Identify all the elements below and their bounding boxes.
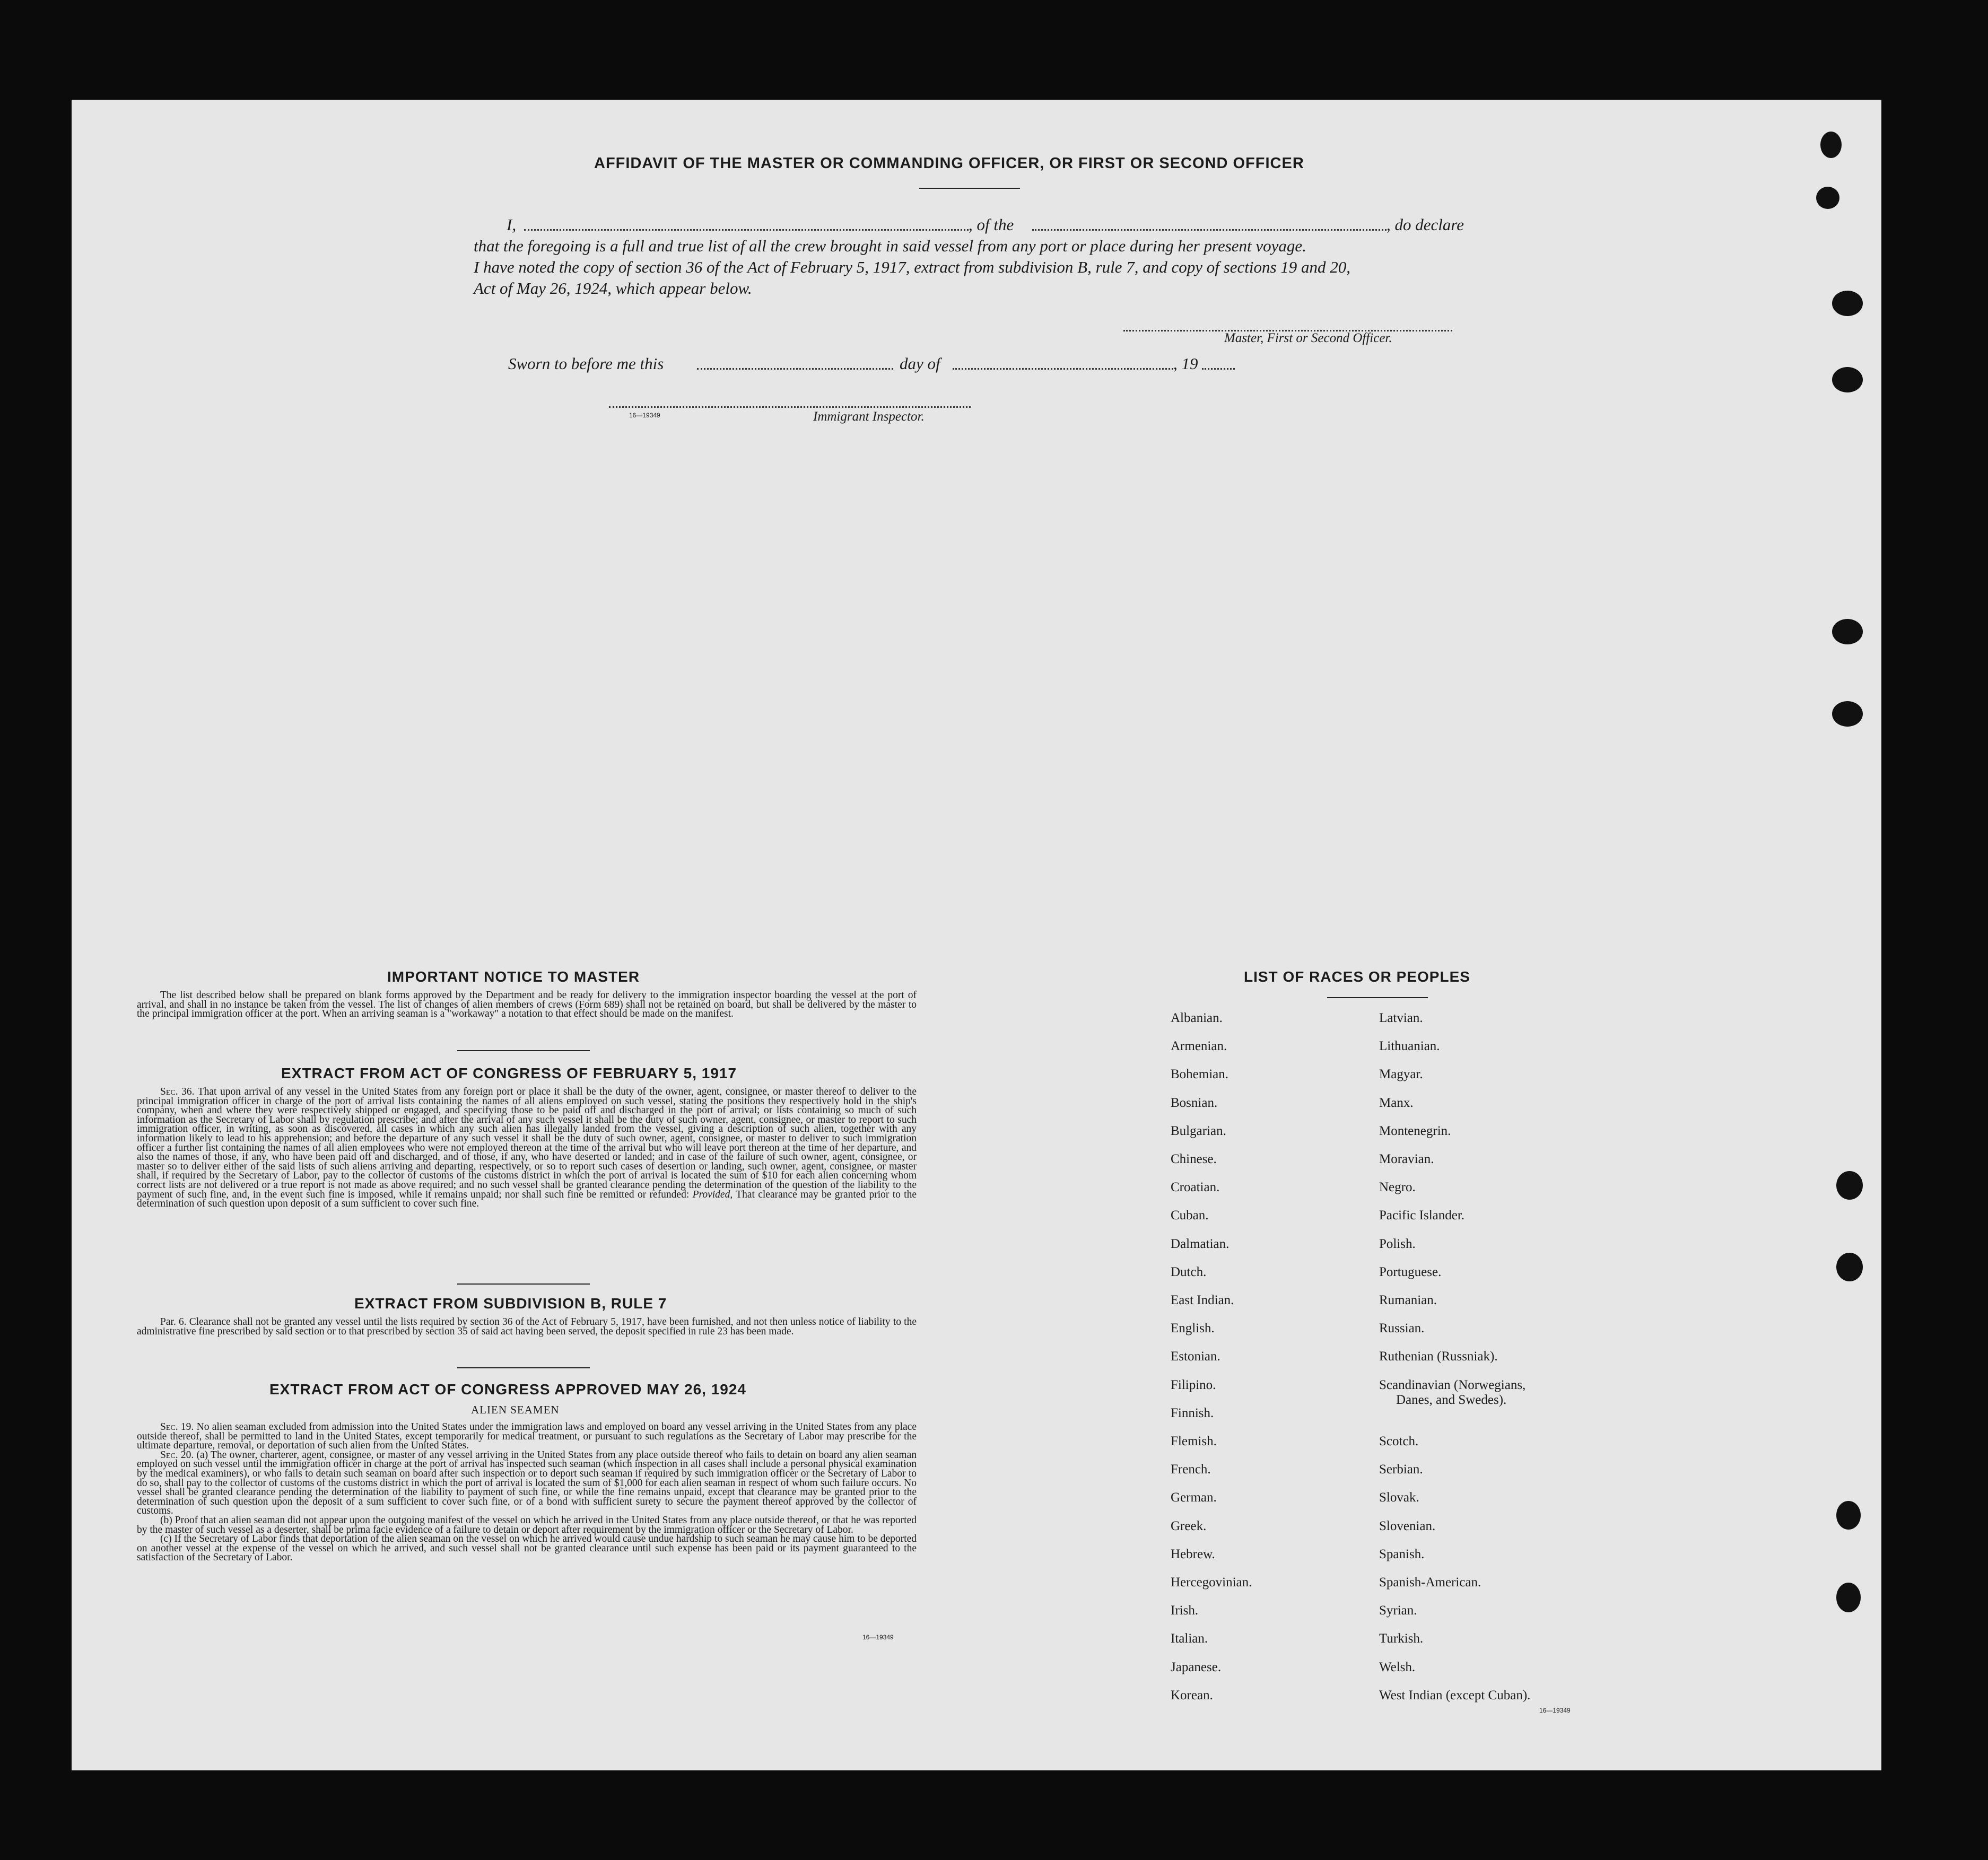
race-item: Japanese. <box>1171 1660 1222 1674</box>
sworn-label: Sworn to before me this <box>508 354 664 373</box>
binder-hole <box>1836 1253 1863 1281</box>
race-item: Hercegovinian. <box>1171 1575 1252 1590</box>
race-item: Slovenian. <box>1379 1518 1436 1533</box>
races-right-column <box>1379 1011 1591 1711</box>
race-item: Croatian. <box>1171 1180 1220 1195</box>
binder-hole <box>1832 619 1863 644</box>
notice-title: IMPORTANT NOTICE TO MASTER <box>387 968 640 985</box>
binder-hole <box>1832 291 1863 316</box>
notice-text: The list described below shall be prepared on blank forms approved by the Department and be ready for delivery to the immigration inspector boarding the vessel at the port of arrival, and shall in no instance be taken from the vessel. The list of changes of alien members of crews (Form 689) shall not be retained on board, but shall be delivered by the master to the principal immigration officer at the port. When an arriving seaman is a "workaway" a notation to that effect should be made on the manifest. <box>137 990 917 1020</box>
race-item: Serbian. <box>1379 1462 1423 1477</box>
race-item: Flemish. <box>1171 1434 1217 1448</box>
sec-20c-text: (c) If the Secretary of Labor finds that deportation of the alien seaman on the vessel on which he arrived would cause undue hardship to such seaman he may cause him to be deported on another vessel at the expense of the vessel on which he arrived, and such vessel shall not be granted clearance until such expense has been paid or its payment guaranteed to the satisfaction of the Secretary of Labor. <box>137 1533 917 1564</box>
affidavit-title: AFFIDAVIT OF THE MASTER OR COMMANDING OFFICER, OR FIRST OR SECOND OFFICER <box>594 155 1304 172</box>
sec-20-label: Sec. 20. <box>160 1449 194 1461</box>
sec-36-text: That upon arrival of any vessel in the United States from any foreign port or place it shall be the duty of the owner, agent, consignee, or master thereof to deliver to the principal immigration officer in charge of the port of arrival lists containing the names of all aliens employed on such vessel, stating the positions they respectively hold in the ship's company, when and where they were respectively shipped or engaged, and specifying those to be paid off and discharged in the port of arrival; or lists containing so much of such information as the Secretary of Labor shall by regulation prescribe; and after the arrival of any such vessel it shall be the duty of such owner, agent, consignee, or master to report to such immigration officer, in writing, as soon as discovered, all cases in which any such alien has illegally landed from the vessel, giving a description of such alien, together with any information likely to lead to his apprehension; and before the departure of any such vessel it shall be the duty of such owner, agent, consignee, or master to deliver to such immigration officer a further list containing the names of all alien employees who were not employed thereon at the time of the arrival but who will leave port thereon at the time of her departure, and also the names of those, if any, who have been paid off and discharged, and of those, if any, who have deserted or landed; and in case of the failure of such owner, agent, consignee, or master so to deliver either of the said lists of such aliens arriving and departing, respectively, or so to report such cases of desertion or landing, such owner, agent, consignee, or master shall, if required by the Secretary of Labor, pay to the collector of customs of the customs district in which the port of arrival is located the sum of $10 for each alien concerning whom correct lists are not delivered or a true report is not made as above required; and no such vessel shall be granted clearance pending the determination of the question of the liability to the payment of such fine, and, in the event such fine is imposed, while it remains unpaid; nor shall such fine be remitted or refunded: <box>137 1086 917 1200</box>
sec-20b-text: (b) Proof that an alien seaman did not appear upon the outgoing manifest of the vessel on which he arrived in the United States from any place outside thereof, or that he was reported by the master of such vessel as a deserter, shall be prima facie evidence of a failure to detain or deport after requirement by the immigration officer or the Secretary of Labor. <box>137 1514 917 1535</box>
binder-hole <box>1816 187 1839 209</box>
notice-body <box>137 991 917 1019</box>
race-item: Armenian. <box>1171 1039 1227 1054</box>
race-item: Bohemian. <box>1171 1067 1229 1082</box>
race-item: English. <box>1171 1321 1215 1336</box>
race-item: Manx. <box>1379 1095 1414 1110</box>
race-item: Negro. <box>1379 1180 1416 1195</box>
affidavit-of-the-label: , of the <box>969 215 1014 234</box>
vessel-name-field[interactable] <box>1032 229 1387 231</box>
sec-19-text: No alien seaman excluded from admission into the United States under the immigration laws and employed on board any vessel arriving in the United States from any place outside thereof, shall be permitted to land in the United States, except temporarily for medical treatment, or pursuant to such regulations as the Secretary of Labor may prescribe for the ultimate departure, removal, or deportation of such alien from the United States. <box>137 1421 917 1452</box>
day-of-label: day of <box>900 354 940 373</box>
race-item: Montenegrin. <box>1379 1123 1451 1138</box>
extract-1917-title: EXTRACT FROM ACT OF CONGRESS OF FEBRUARY 5, 1917 <box>281 1065 737 1081</box>
race-item: Cuban. <box>1171 1208 1209 1223</box>
inspector-signature-field[interactable] <box>609 406 971 408</box>
race-item: Dutch. <box>1171 1264 1207 1279</box>
divider <box>457 1050 590 1051</box>
sec-19-label: Sec. 19. <box>160 1421 194 1433</box>
extract-1924-title: EXTRACT FROM ACT OF CONGRESS APPROVED MAY 26, 1924 <box>269 1381 746 1398</box>
sworn-day-field[interactable] <box>697 368 893 370</box>
race-item: Chinese. <box>1171 1152 1217 1166</box>
extract-1924-body <box>137 1422 917 1562</box>
form-number: 16—19349 <box>629 412 660 419</box>
rule7-text: Par. 6. Clearance shall not be granted any vessel until the lists required by section 36 of the Act of February 5, 1917, have been furnished, and not then unless notice of liability to the administrative fine prescribed by said section or to that prescribed by section 35 of said act having been served, the deposit specified in rule 23 has been made. <box>137 1316 917 1337</box>
race-item: Welsh. <box>1379 1660 1416 1674</box>
year-label: , 19 <box>1173 354 1198 373</box>
binder-hole <box>1820 132 1842 158</box>
binder-hole <box>1836 1501 1861 1530</box>
race-item: Estonian. <box>1171 1349 1220 1364</box>
binder-hole <box>1836 1171 1863 1200</box>
binder-hole <box>1836 1583 1861 1612</box>
race-item: Slovak. <box>1379 1490 1419 1505</box>
race-item: Pacific Islander. <box>1379 1208 1465 1223</box>
form-number: 16—19349 <box>862 1634 894 1641</box>
divider <box>1327 997 1428 998</box>
race-item: Italian. <box>1171 1631 1208 1646</box>
binder-hole <box>1832 367 1863 392</box>
divider <box>457 1283 590 1285</box>
form-number: 16—19349 <box>1539 1707 1571 1714</box>
race-item: Turkish. <box>1379 1631 1424 1646</box>
race-item: East Indian. <box>1171 1293 1234 1307</box>
race-item-continuation: Danes, and Swedes). <box>1396 1392 1507 1407</box>
race-item: Magyar. <box>1379 1067 1423 1082</box>
race-item: Finnish. <box>1171 1405 1214 1420</box>
race-item: Albanian. <box>1171 1011 1223 1025</box>
extract-rule7-title: EXTRACT FROM SUBDIVISION B, RULE 7 <box>354 1295 667 1312</box>
binder-hole <box>1832 701 1863 727</box>
race-item: Filipino. <box>1171 1377 1216 1392</box>
races-left-column <box>1171 1011 1351 1711</box>
race-item: Irish. <box>1171 1603 1199 1618</box>
race-item: Scotch. <box>1379 1434 1419 1448</box>
race-item: Syrian. <box>1379 1603 1417 1618</box>
race-item: Ruthenian (Russniak). <box>1379 1349 1498 1364</box>
affidavit-line-3: I have noted the copy of section 36 of the Act of February 5, 1917, extract from subdivision B, rule 7, and copy of sections 19 and 20, <box>474 258 1351 276</box>
divider <box>919 188 1020 189</box>
race-item: Bosnian. <box>1171 1095 1218 1110</box>
sworn-month-field[interactable] <box>953 368 1173 370</box>
race-item: Hebrew. <box>1171 1547 1215 1561</box>
inspector-label: Immigrant Inspector. <box>813 409 925 424</box>
extract-1917-body <box>137 1087 917 1209</box>
race-item: German. <box>1171 1490 1217 1505</box>
provided-label: Provided, <box>692 1189 733 1200</box>
race-item: Greek. <box>1171 1518 1207 1533</box>
affidavit-line-4: Act of May 26, 1924, which appear below. <box>474 279 752 298</box>
race-item: Rumanian. <box>1379 1293 1437 1307</box>
sec-36-label: Sec. 36. <box>160 1086 195 1097</box>
race-item: Spanish. <box>1379 1547 1425 1561</box>
race-item: Portuguese. <box>1379 1264 1442 1279</box>
affidavit-line-2: that the foregoing is a full and true list of all the crew brought in said vessel from any port or place during her present voyage. <box>474 237 1306 255</box>
races-title: LIST OF RACES OR PEOPLES <box>1244 968 1470 985</box>
master-name-field[interactable] <box>524 229 969 231</box>
race-item: Lithuanian. <box>1379 1039 1440 1054</box>
sec-20a-text: (a) The owner, charterer, agent, consignee, or master of any vessel arriving in the United States from any place outside thereof who fails to detain on board any alien seaman employed on such vessel until the immigration officer in charge at the port of arrival has inspected such seaman (which inspection in all cases shall include a personal physical examination by the medical examiners), or who fails to detain such seaman on board after such inspection or to deport such seaman if required by such immigration officer or the Secretary of Labor to do so, shall pay to the collector of customs of the customs district in which the port of arrival is located the sum of $1,000 for each alien seaman in respect of whom such failure occurs. No vessel shall be granted clearance pending the determination of the liability to payment of such fine, or while the fine remains unpaid, except that clearance may be granted prior to the determination of such question upon the deposit of a sum sufficient to cover such fine, or of a bond with sufficient surety to secure the payment thereof approved by the collector of customs. <box>137 1449 917 1517</box>
race-item: West Indian (except Cuban). <box>1379 1688 1531 1702</box>
race-item: French. <box>1171 1462 1211 1477</box>
race-item: Bulgarian. <box>1171 1123 1226 1138</box>
divider <box>457 1367 590 1368</box>
race-item: Spanish-American. <box>1379 1575 1481 1590</box>
master-signature-label: Master, First or Second Officer. <box>1224 331 1392 345</box>
affidavit-i-label: I, <box>507 215 517 234</box>
extract-rule7-body <box>137 1317 917 1336</box>
race-item: Russian. <box>1379 1321 1425 1336</box>
race-item: Scandinavian (Norwegians, <box>1379 1377 1526 1392</box>
race-item: Latvian. <box>1379 1011 1423 1025</box>
sworn-year-field[interactable] <box>1202 368 1235 370</box>
race-item: Moravian. <box>1379 1152 1434 1166</box>
affidavit-do-declare-label: , do declare <box>1387 215 1464 234</box>
sec-36-text-end: That clearance may be granted prior to the determination of such question upon deposit of a sum sufficient to cover such fine. <box>137 1189 917 1210</box>
race-item: Dalmatian. <box>1171 1236 1230 1251</box>
race-item: Korean. <box>1171 1688 1213 1702</box>
race-item: Polish. <box>1379 1236 1416 1251</box>
alien-seamen-subtitle: ALIEN SEAMEN <box>471 1403 560 1416</box>
